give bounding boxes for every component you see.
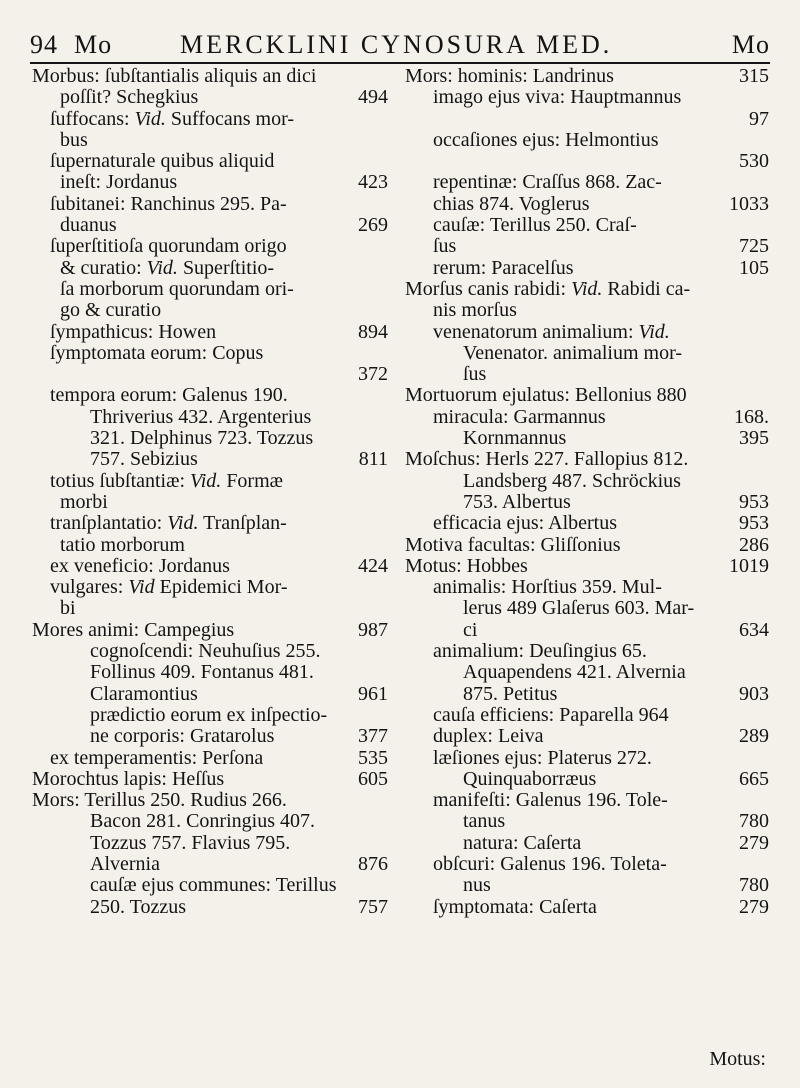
index-entry-line	[32, 577, 390, 598]
entry-text: ſupernaturale quibus aliquid	[50, 150, 275, 173]
entry-text: lerus 489 Glaſerus 603. Mar-	[463, 597, 695, 620]
entry-text: rerum: Paracelſus	[433, 256, 574, 279]
index-entry-line	[405, 535, 771, 556]
index-entry-line	[32, 662, 390, 683]
index-entry-line	[405, 641, 771, 662]
entry-text: totius ſubſtantiæ: Vid. Formæ	[50, 469, 283, 492]
entry-text: ex temperamentis: Perſona	[50, 746, 264, 769]
index-entry-line	[32, 322, 390, 343]
entry-page-ref: 634	[739, 618, 769, 641]
index-entry-line	[32, 492, 390, 513]
index-entry-line	[32, 172, 390, 193]
entry-text: natura: Caſerta	[463, 831, 582, 854]
index-entry-line	[32, 535, 390, 556]
index-entry-line	[405, 407, 771, 428]
running-header	[30, 26, 770, 62]
index-entry-line	[405, 449, 771, 470]
entry-text: ſus	[433, 235, 457, 258]
index-entry-line	[405, 726, 771, 747]
index-entry-line	[32, 87, 390, 108]
entry-text: chias 874. Voglerus	[433, 192, 590, 215]
entry-text: Moſchus: Herls 227. Fallopius 812.	[405, 448, 689, 471]
entry-page-ref: 725	[739, 235, 769, 258]
entry-text: manifeſti: Galenus 196. Tole-	[433, 789, 668, 812]
header-rule	[30, 62, 770, 64]
index-entry-line	[32, 556, 390, 577]
index-entry-line	[405, 385, 771, 406]
index-entry-line	[32, 279, 390, 300]
index-entry-line	[405, 748, 771, 769]
entry-text: 321. Delphinus 723. Tozzus	[90, 427, 314, 450]
entry-text: & curatio: Vid. Superſtitio-	[60, 256, 275, 279]
entry-text: cauſæ: Terillus 250. Craſ-	[433, 214, 637, 237]
entry-text: venenatorum animalium: Vid.	[433, 320, 670, 343]
entry-text: repentinæ: Craſſus 868. Zac-	[433, 171, 662, 194]
index-entry-line	[405, 684, 771, 705]
entry-text: ne corporis: Gratarolus	[90, 725, 275, 748]
index-entry-line	[405, 811, 771, 832]
entry-page-ref: 494	[358, 86, 388, 109]
index-entry-line	[405, 258, 771, 279]
entry-text: ineſt: Jordanus	[60, 171, 178, 194]
entry-page-ref: 903	[739, 682, 769, 705]
index-entry-line	[405, 300, 771, 321]
entry-text: Morochtus lapis: Heſſus	[32, 767, 225, 790]
index-entry-line	[405, 790, 771, 811]
index-entry-line	[405, 577, 771, 598]
entry-page-ref: 269	[358, 214, 388, 237]
index-entry-line	[32, 748, 390, 769]
index-entry-line	[32, 811, 390, 832]
index-entry-line	[32, 194, 390, 215]
entry-page-ref: 168.	[734, 405, 769, 428]
index-entry-line	[405, 109, 771, 130]
entry-text: ſubitanei: Ranchinus 295. Pa-	[50, 192, 287, 215]
index-entry-line	[32, 684, 390, 705]
entry-text: ſymptomata: Caſerta	[433, 895, 597, 918]
entry-text: ſuperſtitioſa quorundam origo	[50, 235, 287, 258]
entry-text: ſymptomata eorum: Copus	[50, 341, 264, 364]
index-entry-line	[405, 151, 771, 172]
index-entry-line	[405, 87, 771, 108]
entry-text: ſympathicus: Howen	[50, 320, 217, 343]
entry-text: Alvernia	[90, 852, 160, 875]
index-entry-line	[32, 364, 390, 385]
index-entry-line	[32, 300, 390, 321]
entry-text: cognoſcendi: Neuhuſius 255.	[90, 640, 321, 663]
index-entry-line	[32, 258, 390, 279]
entry-text: tatio morborum	[60, 533, 185, 556]
index-entry-line	[32, 236, 390, 257]
entry-text: miracula: Garmannus	[433, 405, 606, 428]
entry-page-ref: 811	[358, 448, 388, 471]
entry-text: duplex: Leiva	[433, 725, 544, 748]
entry-page-ref: 605	[358, 767, 388, 790]
entry-text: 753. Albertus	[463, 490, 571, 513]
entry-text: obſcuri: Galenus 196. Toleta-	[433, 852, 667, 875]
entry-page-ref: 953	[739, 490, 769, 513]
entry-text: Tozzus 757. Flavius 795.	[90, 831, 291, 854]
index-entry-line	[405, 598, 771, 619]
entry-text: ex veneficio: Jordanus	[50, 554, 230, 577]
entry-text: efficacia ejus: Albertus	[433, 512, 618, 535]
index-entry-line	[32, 130, 390, 151]
entry-page-ref: 315	[739, 65, 769, 87]
index-entry-line	[405, 705, 771, 726]
entry-text: Mores animi: Campegius	[32, 618, 235, 641]
entry-text: tranſplantatio: Vid. Tranſplan-	[50, 512, 287, 535]
index-entry-line	[32, 598, 390, 619]
entry-text: animalis: Horſtius 359. Mul-	[433, 576, 662, 599]
entry-text: vulgares: Vid Epidemici Mor-	[50, 576, 288, 599]
left-index-column	[32, 66, 390, 1076]
entry-text: nis morſus	[433, 299, 517, 322]
index-entry-line	[32, 215, 390, 236]
entry-text: occaſiones ejus: Helmontius	[433, 128, 659, 151]
index-entry-line	[405, 428, 771, 449]
index-entry-line	[32, 385, 390, 406]
entry-page-ref: 876	[358, 852, 388, 875]
entry-text: Mors: Terillus 250. Rudius 266.	[32, 789, 287, 812]
entry-page-ref: 377	[358, 725, 388, 748]
index-entry-line	[405, 833, 771, 854]
catchword: Motus:	[709, 1048, 766, 1070]
entry-text: Mors: hominis: Landrinus	[405, 65, 614, 87]
entry-text: 757. Sebizius	[90, 448, 198, 471]
entry-page-ref: 279	[739, 895, 769, 918]
index-entry-line	[32, 790, 390, 811]
entry-text: ci	[463, 618, 478, 641]
entry-text: ſuffocans: Vid. Suffocans mor-	[50, 107, 295, 130]
entry-text: Claramontius	[90, 682, 198, 705]
entry-page-ref: 530	[739, 150, 769, 173]
index-entry-line	[405, 854, 771, 875]
index-entry-line	[32, 641, 390, 662]
entry-text: Aquapendens 421. Alvernia	[463, 661, 686, 684]
entry-text: Bacon 281. Conringius 407.	[90, 810, 315, 833]
entry-text: Motus: Hobbes	[405, 554, 528, 577]
entry-text: tempora eorum: Galenus 190.	[50, 384, 288, 407]
entry-page-ref: 987	[358, 618, 388, 641]
entry-page-ref: 953	[739, 512, 769, 535]
index-entry-line	[32, 66, 390, 87]
index-entry-line	[405, 662, 771, 683]
index-entry-line	[405, 172, 771, 193]
right-index-column	[405, 66, 771, 1076]
index-entry-line	[32, 854, 390, 875]
index-entry-line	[32, 109, 390, 130]
entry-text: Quinquaborræus	[463, 767, 597, 790]
entry-page-ref: 105	[739, 256, 769, 279]
index-entry-line	[405, 194, 771, 215]
entry-text: cauſæ ejus communes: Terillus	[90, 874, 337, 897]
index-entry-line	[32, 471, 390, 492]
left-head-word: Mo	[74, 30, 113, 59]
entry-text: Landsberg 487. Schröckius	[463, 469, 681, 492]
entry-page-ref: 279	[739, 831, 769, 854]
entry-text: morbi	[60, 490, 108, 513]
entry-page-ref: 780	[739, 874, 769, 897]
entry-page-ref: 535	[358, 746, 388, 769]
entry-text: 875. Petitus	[463, 682, 558, 705]
entry-text: Follinus 409. Fontanus 481.	[90, 661, 314, 684]
index-entry-line	[32, 833, 390, 854]
entry-text: imago ejus viva: Hauptmannus	[433, 86, 682, 109]
index-entry-line	[405, 492, 771, 513]
index-entry-line	[32, 726, 390, 747]
entry-text: Thriverius 432. Argenterius	[90, 405, 312, 428]
index-entry-line	[405, 66, 771, 87]
index-entry-line	[405, 322, 771, 343]
entry-text: go & curatio	[60, 299, 162, 322]
entry-text: 250. Tozzus	[90, 895, 186, 918]
entry-text: Mortuorum ejulatus: Bellonius 880	[405, 384, 687, 407]
entry-text: nus	[463, 874, 491, 897]
index-entry-line	[32, 620, 390, 641]
index-entry-line	[405, 897, 771, 918]
index-entry-line	[32, 428, 390, 449]
entry-text: ſa morborum quorundam ori-	[60, 277, 294, 300]
index-entry-line	[405, 556, 771, 577]
index-entry-line	[32, 513, 390, 534]
index-entry-line	[32, 705, 390, 726]
index-entry-line	[405, 471, 771, 492]
index-entry-line	[405, 769, 771, 790]
entry-text: Morſus canis rabidi: Vid. Rabidi ca-	[405, 277, 691, 300]
index-entry-line	[405, 130, 771, 151]
entry-page-ref: 97	[749, 107, 769, 130]
index-entry-line	[405, 236, 771, 257]
entry-page-ref: 424	[358, 554, 388, 577]
entry-page-ref: 1033	[729, 192, 769, 215]
index-entry-line	[405, 279, 771, 300]
entry-page-ref: 665	[739, 767, 769, 790]
index-entry-line	[405, 875, 771, 896]
entry-text: animalium: Deuſingius 65.	[433, 640, 647, 663]
entry-text: bus	[60, 128, 88, 151]
entry-text: Kornmannus	[463, 427, 567, 450]
index-entry-line	[32, 897, 390, 918]
index-entry-line	[32, 875, 390, 896]
right-head-word: Mo	[731, 30, 770, 59]
page-number: 94	[30, 30, 58, 59]
entry-page-ref: 423	[358, 171, 388, 194]
entry-text: poſſit? Schegkius	[60, 86, 199, 109]
entry-page-ref: 961	[358, 682, 388, 705]
entry-text: cauſa efficiens: Paparella 964	[433, 703, 669, 726]
index-entry-line	[405, 343, 771, 364]
entry-page-ref: 372	[358, 363, 388, 386]
entry-text: Morbus: ſubſtantialis aliquis an dici	[32, 65, 317, 87]
entry-page-ref: 286	[739, 533, 769, 556]
index-entry-line	[32, 151, 390, 172]
entry-text: Venenator. animalium mor-	[463, 341, 682, 364]
entry-text: ſus	[463, 363, 487, 386]
index-entry-line	[405, 620, 771, 641]
entry-page-ref: 894	[358, 320, 388, 343]
entry-page-ref: 780	[739, 810, 769, 833]
entry-text: læſiones ejus: Platerus 272.	[433, 746, 652, 769]
entry-page-ref: 395	[739, 427, 769, 450]
entry-text: Motiva facultas: Gliſſonius	[405, 533, 621, 556]
index-entry-line	[32, 343, 390, 364]
index-entry-line	[405, 513, 771, 534]
index-entry-line	[405, 215, 771, 236]
entry-text: bi	[60, 597, 76, 620]
entry-text: duanus	[60, 214, 117, 237]
entry-text: tanus	[463, 810, 506, 833]
entry-page-ref: 757	[358, 895, 388, 918]
entry-page-ref: 289	[739, 725, 769, 748]
index-entry-line	[32, 769, 390, 790]
index-entry-line	[405, 364, 771, 385]
entry-page-ref: 1019	[729, 554, 769, 577]
index-entry-line	[32, 449, 390, 470]
entry-text: prædictio eorum ex inſpectio-	[90, 703, 328, 726]
index-entry-line	[32, 407, 390, 428]
page-title: MERCKLINI CYNOSURA MED.	[180, 30, 613, 59]
